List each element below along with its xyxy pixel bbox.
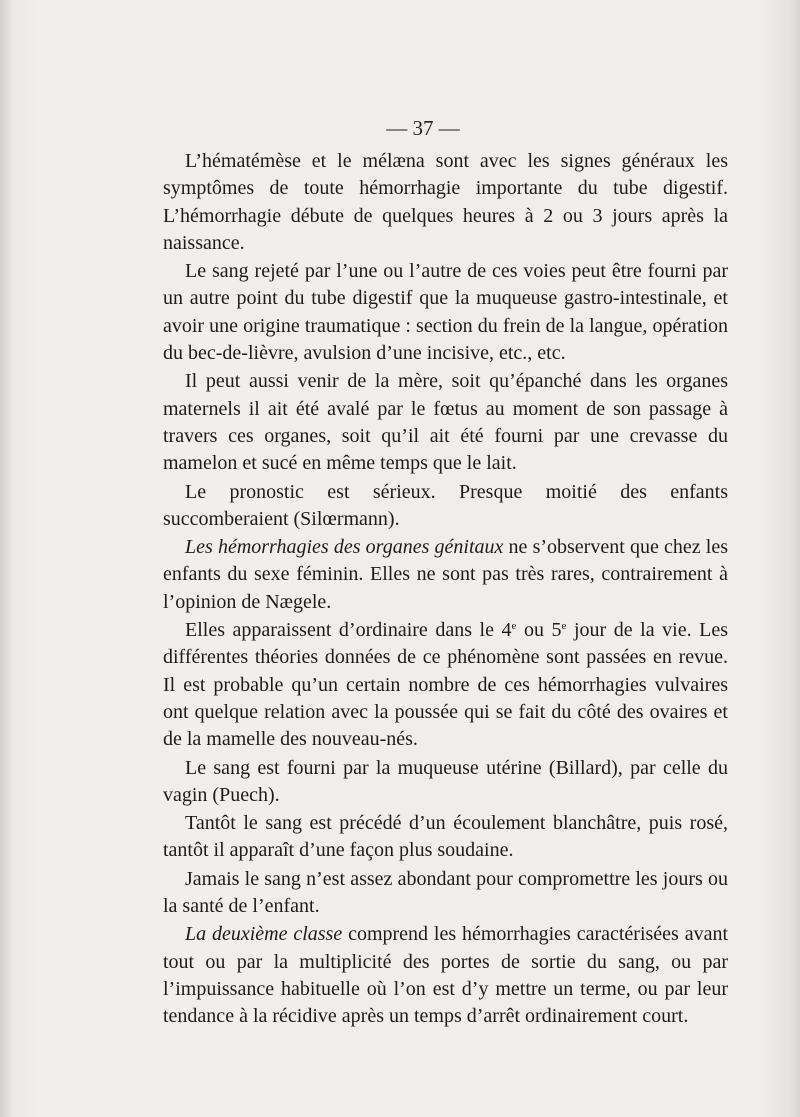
text-segment: L’hématémèse et le mélæna sont avec les signes généraux les symptômes de toute hémorrhagie importante du tube digestif. L’hémorrhagie débute de quelques heures à 2 ou 3 jours après la naissance. [163,150,728,254]
paragraph [163,368,728,477]
paragraph [163,534,728,616]
paragraph [163,755,728,810]
paragraph [163,258,728,367]
text-segment: comprend les hémorrhagies caractérisées avant tout ou par la multiplicité des portes de sortie du sang, ou par l’impuissance habituelle où l’on est d’y mettre un terme, ou par leur tendance à la récidive après un temps d’arrêt ordinairement court. [163,923,729,1028]
paragraph [163,866,728,921]
text-segment: Le sang rejeté par l’une ou l’autre de ces voies peut être fourni par un autre point du tube digestif que la muqueuse gastro-intestinale, et avoir une origine traumatique : section du frein de la langue, opération du bec-de-lièvre, avulsion d’une incisive, etc., etc. [163,260,728,365]
paragraph [163,921,728,1030]
text-segment: Le sang est fourni par la muqueuse utérine (Billard), par celle du vagin (Puech). [163,756,728,806]
text-segment: ne s’observent que chez les enfants du sexe féminin. Elles ne sont pas très rares, contrairement à l’opinion de Nægele. [163,536,728,613]
paragraph [163,617,728,753]
text-segment: Tantôt le sang est précédé d’un écoulement blanchâtre, puis rosé, tantôt il apparaît d’une façon plus soudaine. [163,812,728,862]
text-segment: Il peut aussi venir de la mère, soit qu’épanché dans les organes maternels il ait été avalé par le fœtus au moment de son passage à travers ces organes, soit qu’il ait été fourni par une crevasse du mamelon et sucé en même temps que le lait. [163,370,728,475]
italic-text: La deuxième classe [185,923,343,946]
superscript: e [511,620,517,633]
text-segment: Jamais le sang n’est assez abondant pour compromettre les jours ou la santé de l’enfant. [163,867,728,918]
body-text [163,148,728,1031]
page-number: — 37 — [386,116,460,140]
paragraph [163,810,728,865]
text-segment: jour de la vie. Les différentes théories données de ce phénomène sont passées en revue. Il est probable qu’un certain nombre de ces hémorrhagies vulvaires ont quelque relation avec la poussée qui se fait du côté des ovaires et de la mamelle des nouveau-nés. [163,619,729,751]
text-segment: ou 5 [516,619,562,642]
paragraph [163,479,728,534]
text-segment: Le pronostic est sérieux. Presque moitié des enfants succomberaient (Silœrmann). [163,480,728,530]
text-segment: Elles apparaissent d’ordinaire dans le 4 [185,619,512,642]
superscript: e [561,620,567,633]
italic-text: Les hémorrhagies des organes génitaux [185,536,504,559]
paragraph [163,148,728,257]
